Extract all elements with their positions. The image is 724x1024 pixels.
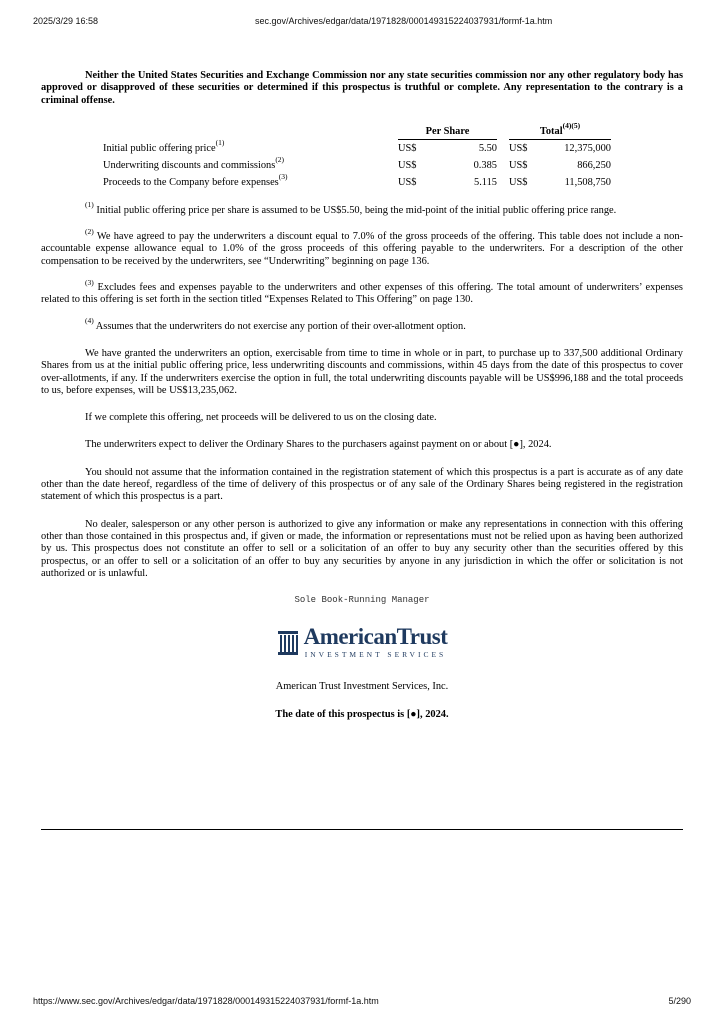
page-divider [41,829,683,830]
per-share-value: 5.115 [474,176,497,188]
row-label: Underwriting discounts and commissions$^{(2)}$ [103,155,285,171]
logo-name: AmericanTrust [303,624,448,650]
pricing-table [103,121,611,191]
header-per-share: Per Share [398,121,497,140]
footnote-3: $^{(3)}$ Excludes fees and expenses payable to the underwriters and other expenses of this offering. The total amount of underwriters’ expenses related to this offering is set forth in the section titled “Expenses Related to This Offering” on page 130. [41,277,683,306]
header-total-footnote-ref: (4)(5) [562,121,581,131]
sole-manager-label: Sole Book-Running Manager [294,595,430,606]
footnote-4: $^{(4)}$ Assumes that the underwriters do not exercise any portion of their over-allotment option. [85,316,466,332]
currency: US$ [509,176,528,188]
prospectus-date: The date of this prospectus is [●], 2024. [275,708,449,720]
page-url[interactable]: sec.gov/Archives/edgar/data/1971828/000149315224037931/formf-1a.htm [255,16,553,26]
footnote-1: $^{(1)}$ Initial public offering price per share is assumed to be US$5.50, being the mid-point of the initial public offering price range. [85,200,617,216]
per-share-value: 5.50 [478,142,497,154]
currency: US$ [398,159,417,171]
total-value: 866,250 [577,159,611,171]
authorization-paragraph: No dealer, salesperson or any other person is authorized to give any information or make any representations in connection with this offering other than those contained in this prospectus and, if given or made, the information or representations must not be relied upon as having been authorized by us. This prospectus does not constitute an offer to sell or a solicitation of an offer to buy any security other than the securities offered by this prospectus, or an offer to sell or a solicitation of an offer to buy any securities by anyone in any jurisdiction in which the offer or solicitation is not authorized or is unlawful. [41,518,683,579]
print-timestamp: 2025/3/29 16:58 [33,16,99,26]
row-label: Proceeds to the Company before expenses$^{(3)}$ [103,172,288,188]
row-label: Initial public offering price$^{(1)}$ [103,138,225,154]
currency: US$ [398,176,417,188]
logo-subtitle: INVESTMENT SERVICES [304,650,447,660]
browser-print-footer [33,996,691,1010]
currency: US$ [509,142,528,154]
footnote-marker: (4) [85,316,94,326]
page-indicator: 5/290 [668,996,691,1006]
net-proceeds-paragraph: If we complete this offering, net proceeds will be delivered to us on the closing date. [85,412,437,424]
header-total: Total$^{(4)(5)}$ [509,121,611,140]
prospectus-page [41,70,683,721]
per-share-value: 0.385 [473,159,497,171]
underwriter-logo [41,626,683,659]
footnote-marker: (3) [85,277,94,287]
footnote-2: $^{(2)}$ We have agreed to pay the underwriters a discount equal to 7.0% of the gross proceeds of the offering. This table does not include a non-accountable expense allowance equal to 1.0% of the gross proceeds of this offering payable to the underwriters. For a description of the other compensation to be received by the underwriters, see “Underwriting” beginning on page 136. [41,226,683,267]
currency: US$ [398,142,417,154]
table-row [103,157,611,174]
delivery-paragraph: The underwriters expect to deliver the Ordinary Shares to the purchasers against payment on or about [●], 2024. [85,439,552,451]
footnote-ref: (1) [215,138,225,148]
footnote-ref: (3) [278,172,288,182]
browser-print-header [33,16,691,30]
total-value: 11,508,750 [564,176,611,188]
pricing-header-row [103,121,611,140]
accuracy-paragraph: You should not assume that the information contained in the registration statement of which this prospectus is a part is accurate as of any date other than the date hereof, regardless of the time of delivery of this prospectus or of any sale of the Ordinary Shares being registered in the registration statement of which this prospectus is a part. [41,466,683,503]
pillar-building-icon [277,630,299,656]
over-allotment-paragraph: We have granted the underwriters an option, exercisable from time to time in whole or in part, to purchase up to 337,500 additional Ordinary Shares from us at the initial public offering price, less underwriting discounts and commissions, within 45 days from the date of this prospectus to cover over-allotments, if any. If the underwriters exercise the option in full, the total underwriting discounts payable will be US$996,188 and the total proceeds to us, before expenses, will be US$13,235,062. [41,347,683,396]
currency: US$ [509,159,528,171]
company-name: American Trust Investment Services, Inc. [275,681,449,693]
footnote-ref: (2) [275,155,285,165]
footnote-marker: (1) [85,200,94,210]
total-value: 12,375,000 [564,142,611,154]
sec-notice: Neither the United States Securities and Exchange Commission nor any state securities commission nor any other regulatory body has approved or disapproved of these securities or determined if this prospectus is truthful or complete. Any representation to the contrary is a criminal offense. [41,70,683,106]
footnote-marker: (2) [85,226,94,236]
table-row [103,139,611,157]
table-row [103,174,611,191]
footer-url[interactable]: https://www.sec.gov/Archives/edgar/data/1971828/000149315224037931/formf-1a.htm [33,996,379,1006]
